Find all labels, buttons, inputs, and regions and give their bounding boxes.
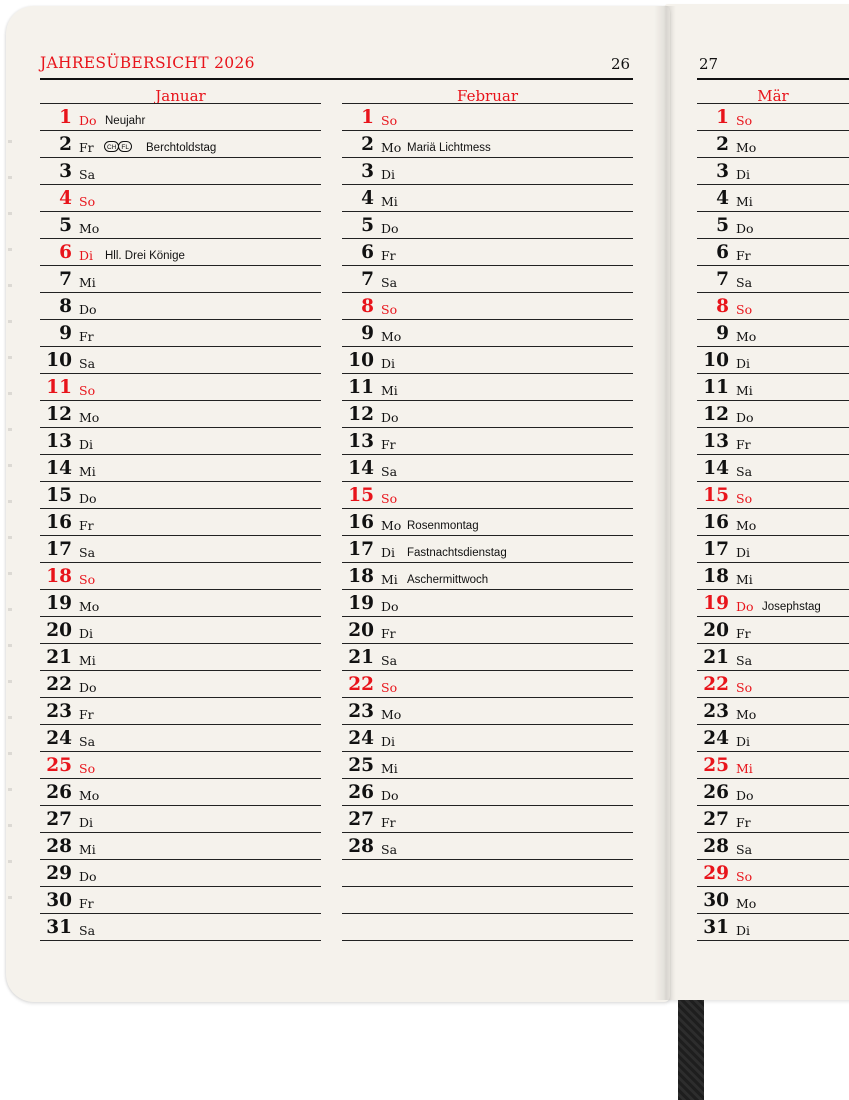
day-number: 4 [716, 188, 729, 209]
day-row [40, 536, 321, 563]
day-number: 17 [46, 539, 72, 560]
day-row [40, 833, 321, 860]
day-row [40, 482, 321, 509]
weekday: Fr [79, 518, 94, 533]
weekday: Di [381, 167, 396, 182]
day-row [40, 239, 321, 266]
day-number: 28 [46, 836, 72, 857]
day-row [342, 644, 633, 671]
holiday-label: Berchtoldstag [146, 142, 217, 154]
day-row [697, 185, 849, 212]
month-column-maerz [697, 80, 849, 941]
day-row [40, 590, 321, 617]
day-number: 24 [46, 728, 72, 749]
weekday: So [381, 302, 398, 317]
day-number: 25 [348, 755, 374, 776]
day-number: 11 [348, 377, 374, 398]
weekday: So [736, 302, 753, 317]
weekday: Sa [79, 356, 96, 371]
day-number: 20 [703, 620, 729, 641]
holiday-label: Hll. Drei Könige [105, 250, 185, 262]
day-row [342, 185, 633, 212]
day-row [697, 644, 849, 671]
day-row [697, 779, 849, 806]
day-number: 21 [46, 647, 72, 668]
page-number-right: 27 [699, 55, 719, 73]
day-row [342, 293, 633, 320]
weekday: Fr [736, 626, 751, 641]
weekday: Mi [79, 464, 96, 479]
day-row [40, 320, 321, 347]
day-number: 15 [348, 485, 374, 506]
weekday: Sa [79, 545, 96, 560]
day-row [697, 617, 849, 644]
day-row [40, 131, 321, 158]
day-number: 6 [716, 242, 729, 263]
day-row [40, 914, 321, 941]
day-number: 15 [703, 485, 729, 506]
day-number: 17 [703, 539, 729, 560]
weekday: Di [736, 734, 751, 749]
weekday: Mo [736, 518, 757, 533]
month-name: Januar [40, 80, 321, 104]
weekday: Mi [381, 572, 398, 587]
page-edge-perforation [8, 140, 12, 900]
holiday-label: Aschermittwoch [407, 574, 489, 586]
day-number: 9 [361, 323, 374, 344]
month-column-januar [40, 80, 321, 941]
day-row [40, 428, 321, 455]
day-number: 19 [348, 593, 374, 614]
weekday: So [381, 113, 398, 128]
day-number: 9 [59, 323, 72, 344]
day-number: 6 [361, 242, 374, 263]
weekday: Sa [79, 734, 96, 749]
weekday: Di [381, 545, 396, 560]
day-number: 22 [348, 674, 374, 695]
day-row [697, 320, 849, 347]
weekday: Mi [79, 275, 96, 290]
day-number: 3 [59, 161, 72, 182]
country-badge: FL [118, 141, 132, 152]
day-row [697, 590, 849, 617]
weekday: So [736, 869, 753, 884]
day-row [40, 860, 321, 887]
weekday: Mo [736, 329, 757, 344]
day-row [342, 131, 633, 158]
weekday: Mi [381, 761, 398, 776]
day-row [40, 104, 321, 131]
weekday: Mo [79, 788, 100, 803]
weekday: Fr [79, 140, 94, 155]
day-row [697, 158, 849, 185]
day-number: 13 [46, 431, 72, 452]
day-row [697, 104, 849, 131]
weekday: So [736, 491, 753, 506]
weekday: Fr [736, 437, 751, 452]
weekday: Mo [79, 221, 100, 236]
weekday: So [381, 491, 398, 506]
day-number: 7 [59, 269, 72, 290]
day-row [40, 212, 321, 239]
day-row [342, 104, 633, 131]
day-row [342, 455, 633, 482]
day-row [40, 617, 321, 644]
day-number: 31 [703, 917, 729, 938]
day-number: 8 [59, 296, 72, 317]
weekday: Di [79, 815, 94, 830]
day-number: 14 [348, 458, 374, 479]
weekday: Mo [736, 896, 757, 911]
weekday: Do [79, 302, 97, 317]
day-row [697, 239, 849, 266]
weekday: Fr [736, 815, 751, 830]
weekday: Sa [736, 653, 753, 668]
day-row [342, 428, 633, 455]
day-row [342, 698, 633, 725]
day-number: 5 [59, 215, 72, 236]
day-number: 7 [361, 269, 374, 290]
weekday: Sa [736, 275, 753, 290]
day-row [342, 509, 633, 536]
day-row [697, 752, 849, 779]
weekday: Do [79, 113, 97, 128]
weekday: Sa [79, 923, 96, 938]
weekday: Di [381, 734, 396, 749]
day-row [342, 617, 633, 644]
day-row [40, 698, 321, 725]
day-row [342, 374, 633, 401]
day-row [342, 266, 633, 293]
day-row [40, 185, 321, 212]
day-number: 20 [348, 620, 374, 641]
weekday: Do [381, 221, 399, 236]
day-row [697, 563, 849, 590]
weekday: So [79, 761, 96, 776]
weekday: Mi [381, 194, 398, 209]
day-number: 10 [348, 350, 374, 371]
day-number: 4 [59, 188, 72, 209]
day-number: 25 [703, 755, 729, 776]
weekday: Di [736, 356, 751, 371]
day-row [40, 266, 321, 293]
day-number: 16 [703, 512, 729, 533]
day-row [697, 347, 849, 374]
weekday: Fr [381, 815, 396, 830]
day-number: 23 [703, 701, 729, 722]
day-number: 28 [348, 836, 374, 857]
day-number: 16 [46, 512, 72, 533]
weekday: Fr [381, 626, 396, 641]
day-number: 11 [46, 377, 72, 398]
day-number: 18 [703, 566, 729, 587]
day-row [697, 212, 849, 239]
day-number: 12 [703, 404, 729, 425]
weekday: Sa [381, 653, 398, 668]
day-row [697, 860, 849, 887]
book-gutter [654, 6, 676, 1000]
weekday: Mo [79, 599, 100, 614]
weekday: Do [381, 599, 399, 614]
weekday: Fr [79, 329, 94, 344]
weekday: Mo [381, 140, 402, 155]
weekday: Di [79, 626, 94, 641]
weekday: Mi [381, 383, 398, 398]
day-number: 26 [703, 782, 729, 803]
weekday: Fr [79, 896, 94, 911]
weekday: Mi [79, 842, 96, 857]
day-number: 4 [361, 188, 374, 209]
day-number: 6 [59, 242, 72, 263]
weekday: Mo [381, 518, 402, 533]
day-number: 2 [716, 134, 729, 155]
day-row [342, 671, 633, 698]
weekday: So [79, 572, 96, 587]
weekday: Do [381, 788, 399, 803]
day-number: 21 [348, 647, 374, 668]
page-number-left: 26 [611, 55, 631, 73]
weekday: Sa [381, 464, 398, 479]
day-row [342, 860, 633, 887]
weekday: So [79, 383, 96, 398]
page-title: JAHRESÜBERSICHT 2026 [40, 54, 255, 72]
day-number: 30 [46, 890, 72, 911]
weekday: Mo [381, 329, 402, 344]
day-number: 23 [348, 701, 374, 722]
day-row [40, 347, 321, 374]
day-number: 24 [348, 728, 374, 749]
month-column-februar [342, 80, 633, 941]
day-number: 18 [348, 566, 374, 587]
day-number: 14 [703, 458, 729, 479]
day-row [697, 509, 849, 536]
day-row [40, 293, 321, 320]
weekday: Di [381, 356, 396, 371]
day-number: 22 [46, 674, 72, 695]
month-name: Mär [697, 80, 849, 104]
day-row [697, 293, 849, 320]
month-name: Februar [342, 80, 633, 104]
weekday: Mi [736, 194, 753, 209]
day-row [697, 455, 849, 482]
day-row [40, 725, 321, 752]
day-number: 27 [46, 809, 72, 830]
weekday: Mi [736, 761, 753, 776]
weekday: Do [79, 491, 97, 506]
day-row [342, 158, 633, 185]
day-row [342, 914, 633, 941]
day-number: 19 [703, 593, 729, 614]
day-row [40, 779, 321, 806]
day-number: 16 [348, 512, 374, 533]
day-number: 8 [361, 296, 374, 317]
weekday: So [736, 680, 753, 695]
day-number: 9 [716, 323, 729, 344]
day-number: 27 [703, 809, 729, 830]
day-row [697, 401, 849, 428]
day-row [40, 644, 321, 671]
day-number: 30 [703, 890, 729, 911]
day-row [342, 239, 633, 266]
weekday: Di [736, 923, 751, 938]
day-row [40, 455, 321, 482]
day-number: 1 [361, 107, 374, 128]
day-row [342, 536, 633, 563]
day-row [697, 536, 849, 563]
day-number: 2 [361, 134, 374, 155]
day-number: 24 [703, 728, 729, 749]
day-row [342, 779, 633, 806]
day-row [342, 887, 633, 914]
day-number: 14 [46, 458, 72, 479]
day-number: 27 [348, 809, 374, 830]
day-row [40, 374, 321, 401]
weekday: Di [736, 545, 751, 560]
weekday: Mi [736, 383, 753, 398]
day-row [342, 482, 633, 509]
day-number: 23 [46, 701, 72, 722]
day-number: 13 [348, 431, 374, 452]
weekday: Do [79, 680, 97, 695]
day-number: 20 [46, 620, 72, 641]
day-row [342, 590, 633, 617]
day-number: 26 [348, 782, 374, 803]
day-row [697, 671, 849, 698]
weekday: Do [736, 410, 754, 425]
day-number: 17 [348, 539, 374, 560]
weekday: Do [381, 410, 399, 425]
day-row [697, 374, 849, 401]
day-row [40, 671, 321, 698]
day-row [697, 131, 849, 158]
day-number: 12 [46, 404, 72, 425]
day-number: 13 [703, 431, 729, 452]
day-row [40, 806, 321, 833]
day-row [40, 887, 321, 914]
holiday-label: Rosenmontag [407, 520, 479, 532]
weekday: Sa [736, 464, 753, 479]
holiday-label: Mariä Lichtmess [407, 142, 491, 154]
day-row [697, 833, 849, 860]
day-row [342, 752, 633, 779]
day-row [342, 212, 633, 239]
day-row [342, 563, 633, 590]
weekday: Do [736, 788, 754, 803]
day-row [697, 428, 849, 455]
weekday: Mi [736, 572, 753, 587]
day-row [697, 806, 849, 833]
day-row [697, 725, 849, 752]
weekday: Do [736, 221, 754, 236]
day-row [40, 401, 321, 428]
day-number: 18 [46, 566, 72, 587]
day-row [342, 833, 633, 860]
day-row [342, 725, 633, 752]
day-row [342, 320, 633, 347]
day-number: 15 [46, 485, 72, 506]
day-number: 8 [716, 296, 729, 317]
weekday: Sa [381, 842, 398, 857]
weekday: So [79, 194, 96, 209]
day-number: 7 [716, 269, 729, 290]
weekday: Di [79, 437, 94, 452]
day-row [342, 347, 633, 374]
weekday: Mo [381, 707, 402, 722]
day-row [40, 752, 321, 779]
holiday-label: Fastnachtsdienstag [407, 547, 507, 559]
weekday: Mo [736, 140, 757, 155]
day-number: 5 [716, 215, 729, 236]
holiday-label: Josephstag [762, 601, 821, 613]
country-badges [104, 141, 131, 158]
weekday: Sa [736, 842, 753, 857]
day-row [697, 914, 849, 941]
day-number: 3 [716, 161, 729, 182]
day-number: 2 [59, 134, 72, 155]
day-number: 5 [361, 215, 374, 236]
weekday: Mo [736, 707, 757, 722]
day-number: 21 [703, 647, 729, 668]
day-number: 3 [361, 161, 374, 182]
weekday: Sa [381, 275, 398, 290]
day-row [697, 266, 849, 293]
day-number: 25 [46, 755, 72, 776]
day-number: 11 [703, 377, 729, 398]
weekday: Do [79, 869, 97, 884]
bookmark-ribbon[interactable] [678, 1000, 704, 1100]
day-number: 26 [46, 782, 72, 803]
weekday: Do [736, 599, 754, 614]
weekday: Fr [381, 248, 396, 263]
day-number: 28 [703, 836, 729, 857]
day-number: 1 [716, 107, 729, 128]
day-number: 1 [59, 107, 72, 128]
day-number: 29 [703, 863, 729, 884]
country-badge: CH [104, 141, 119, 152]
weekday: So [736, 113, 753, 128]
day-number: 19 [46, 593, 72, 614]
day-number: 22 [703, 674, 729, 695]
day-number: 31 [46, 917, 72, 938]
weekday: Fr [736, 248, 751, 263]
day-row [40, 509, 321, 536]
day-number: 10 [703, 350, 729, 371]
day-row [40, 158, 321, 185]
day-row [697, 887, 849, 914]
weekday: Mo [79, 410, 100, 425]
weekday: Fr [79, 707, 94, 722]
weekday: Di [79, 248, 94, 263]
weekday: So [381, 680, 398, 695]
day-row [697, 482, 849, 509]
day-number: 12 [348, 404, 374, 425]
weekday: Mi [79, 653, 96, 668]
day-row [40, 563, 321, 590]
day-row [697, 698, 849, 725]
day-row [342, 806, 633, 833]
weekday: Sa [79, 167, 96, 182]
weekday: Di [736, 167, 751, 182]
day-row [342, 401, 633, 428]
day-number: 10 [46, 350, 72, 371]
day-number: 29 [46, 863, 72, 884]
holiday-label: Neujahr [105, 115, 146, 127]
weekday: Fr [381, 437, 396, 452]
